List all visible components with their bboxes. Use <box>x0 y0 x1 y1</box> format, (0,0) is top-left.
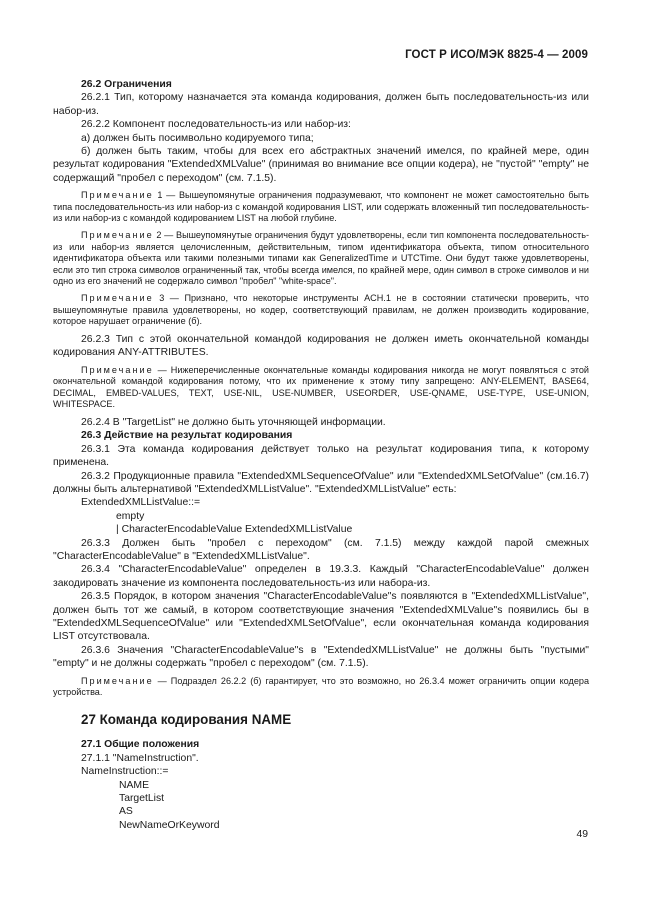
body-paragraph: 26.3.6 Значения "CharacterEncodableValue"s в "ExtendedXMLListValue" не должны быть "пустыми" "empty" и не должны содержать "пробел с переходом" (см. 7.1.5). <box>53 644 589 670</box>
note-label: Примечание <box>81 230 154 241</box>
body-paragraph: | CharacterEncodableValue ExtendedXMLListValue <box>116 524 353 536</box>
body-paragraph: AS <box>119 806 133 818</box>
section-heading: 27 Команда кодирования NAME <box>81 711 292 727</box>
body-paragraph: 26.2.1 Тип, которому назначается эта команда кодирования, должен быть последовательность-из или набор-из. <box>53 92 589 117</box>
body-paragraph: NAME <box>119 779 150 791</box>
body-paragraph: empty <box>116 510 145 522</box>
body-paragraph: б) должен быть таким, чтобы для всех его абстрактных значений имелся, по крайней мере, один результат кодирования "ExtendedXMLValue" (принимая во внимание все опции кодера), не "пустой" "empty" не содержащий "пробел с переходом" (см. 7.1.5). <box>53 146 589 184</box>
document-header: ГОСТ Р ИСО/МЭК 8825-4 — 2009 <box>405 49 588 61</box>
body-paragraph: 26.3.4 "CharacterEncodableValue" определен в 19.3.3. Каждый "CharacterEncodableValue" должен закодировать значение из компонента последовательность-из или набора-из. <box>53 564 589 589</box>
subsection-heading: 26.3 Действие на результат кодирования <box>81 430 293 442</box>
note-text: — Подраздел 26.2.2 (б) гарантирует, что это возможно, но 26.3.4 может ограничить опции кодера устройства. <box>53 675 589 698</box>
note-paragraph <box>53 676 589 699</box>
note-label: Примечание <box>81 293 154 303</box>
note-paragraph <box>53 293 589 328</box>
body-paragraph: ExtendedXMLListValue::= <box>81 497 201 509</box>
body-paragraph: а) должен быть посимвольно кодируемого типа; <box>81 132 314 144</box>
document-body <box>53 78 589 832</box>
body-paragraph: TargetList <box>119 792 165 804</box>
body-paragraph: NameInstruction::= <box>81 766 169 778</box>
subsection-heading: 26.2 Ограничения <box>81 79 172 90</box>
body-paragraph: 26.3.5 Порядок, в котором значения "CharacterEncodableValue"s появляются в "ExtendedXMLListValue", должен быть тот же самый, в котором соответствующие значения "ExtendedXMLValue"s появились бы в "ExtendedXMLSequenceOfValue" или "ExtendedXMLSetOfValue", если окончательная команда кодирования LIST отсутствовала. <box>53 591 589 643</box>
note-text: 3 — Признано, что некоторые инструменты ACH.1 не в состоянии статически проверить, что вышеупомянутые правила удовлетворены, но кодер, соответствующий правилам, не должен производить кодирование, которое нарушает ограничение (б). <box>53 293 589 327</box>
note-paragraph <box>53 230 589 288</box>
subsection-heading: 27.1 Общие положения <box>81 739 200 751</box>
body-paragraph: 27.1.1 "NameInstruction". <box>81 752 199 764</box>
body-paragraph: 26.2.2 Компонент последовательность-из или набор-из: <box>81 119 351 131</box>
note-text: — Нижеперечисленные окончательные команды кодирования никогда не могут появляться с этой окончательной командой кодирования потому, что их применение к этому типу запрещено: ANY-ELEMENT, BASE64, DECIMAL, EMBED-VALUES, TEXT, USE-NIL, USE-NUMBER, USEORDER, USE-QNAME, USE-TYPE, USE-UNION, WHITESPACE. <box>53 364 589 410</box>
note-paragraph <box>53 190 589 225</box>
note-text: 2 — Вышеупомянутые ограничения будут удовлетворены, если тип компонента последовательность-из или набор-из является целочисленным, действительным, типом идентификатора объекта, типом относительного идентификатора объекта или такими полезными типами как GeneralizedTime и UTCTime. Они будут также удовлетворены, если это тип строка символов ограниченный так, чтобы всегда имелся, по крайней мере, один символ в строке символов и ни одно из его значений не содержало символ "пробел" "white-space". <box>53 230 589 287</box>
note-label: Примечание <box>81 675 154 686</box>
body-paragraph: 26.2.4 В "TargetList" не должно быть уточняющей информации. <box>81 416 386 428</box>
note-label: Примечание <box>81 364 154 375</box>
note-label: Примечание <box>81 190 154 201</box>
note-paragraph <box>53 365 589 411</box>
note-text: 1 — Вышеупомянутые ограничения подразумевают, что компонент не может самостоятельно быть типа последовательность-из или набор-из с командой кодирования LIST, или содержать вложенный тип последовательность-из или набор-из с командой кодированием LIST на любой глубине. <box>53 190 589 224</box>
body-paragraph: NewNameOrKeyword <box>119 819 220 831</box>
page-number: 49 <box>576 829 588 840</box>
body-paragraph: 26.3.2 Продукционные правила "ExtendedXMLSequenceOfValue" или "ExtendedXMLSetOfValue" (см.16.7) должны быть альтернативой "ExtendedXMLListValue". "ExtendedXMLListValue" есть: <box>53 470 589 495</box>
body-paragraph: 26.3.1 Эта команда кодирования действует только на результат кодирования типа, к которому применена. <box>53 443 589 469</box>
body-paragraph: 26.2.3 Тип с этой окончательной командой кодирования не должен иметь окончательной команды кодирования ANY-ATTRIBUTES. <box>53 333 589 359</box>
body-paragraph: 26.3.3 Должен быть "пробел с переходом" (см. 7.1.5) между каждой парой смежных "CharacterEncodableValue" в "ExtendedXMLListValue". <box>53 537 589 563</box>
